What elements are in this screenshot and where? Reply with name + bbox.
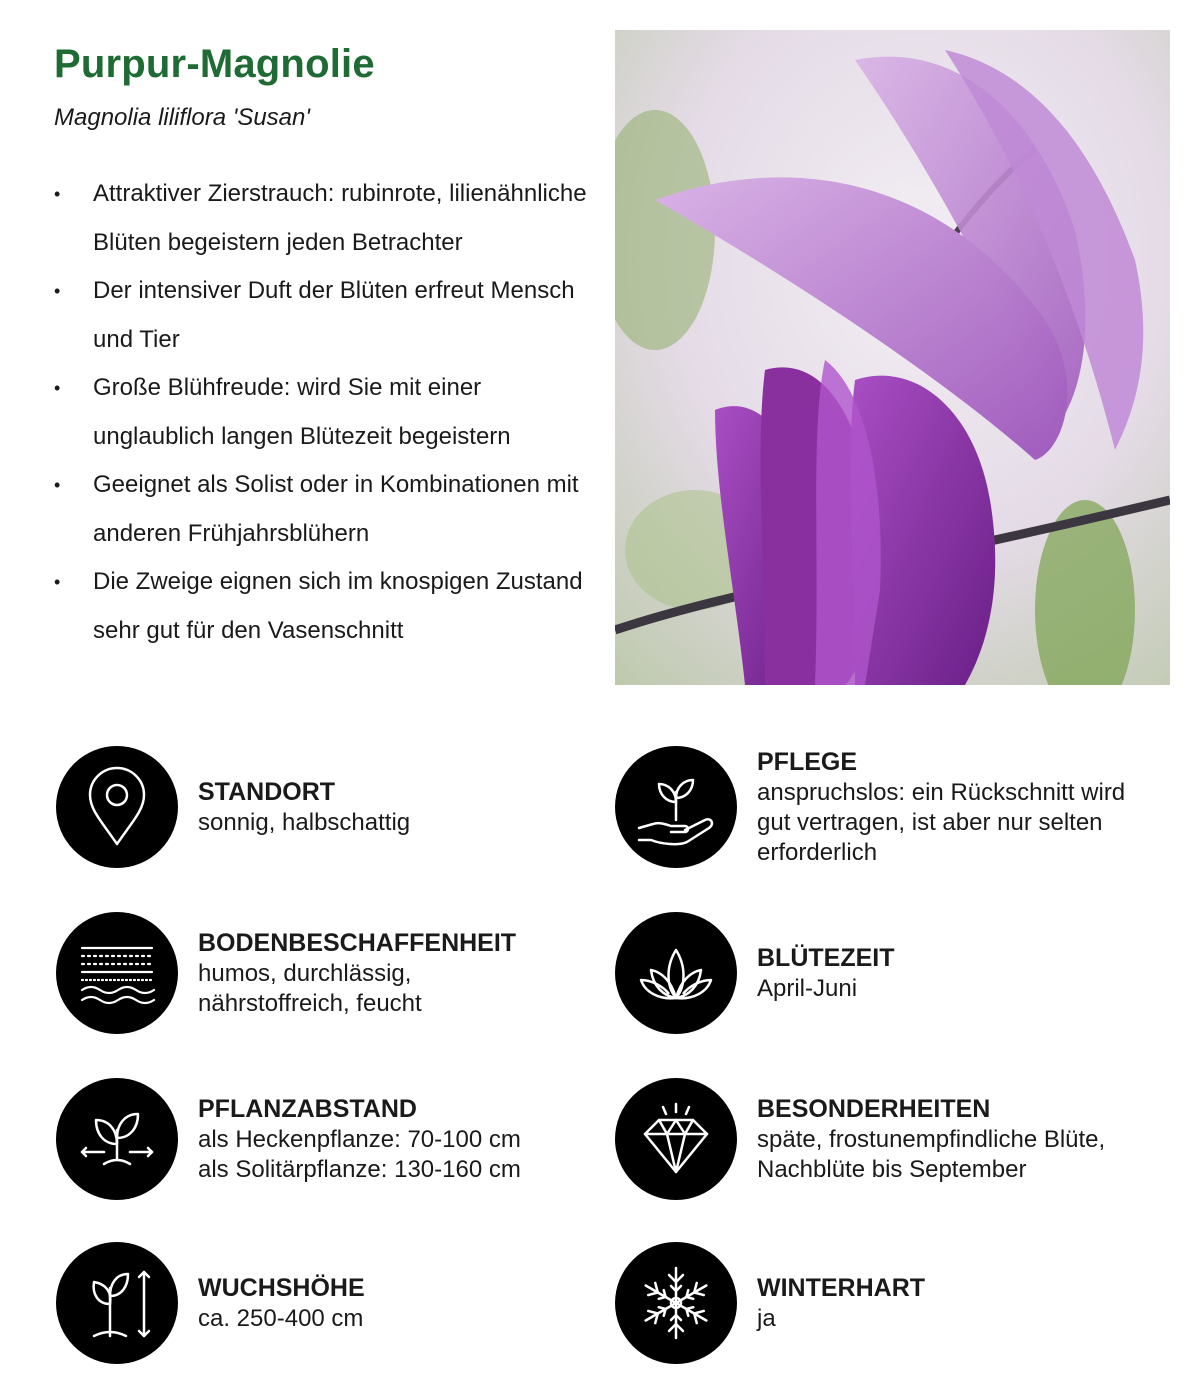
feature-title: BLÜTEZEIT: [757, 944, 895, 972]
bullet-text: Geeignet als Solist oder in Kombinationen mit anderen Frühjahrsblühern: [93, 471, 579, 547]
feature-value: humos, durchlässig, nährstoffreich, feucht: [198, 960, 422, 1017]
feature-title: WINTERHART: [757, 1274, 926, 1302]
bullet-dot: •: [54, 184, 61, 204]
feature-winterhart: [615, 1242, 925, 1364]
page-title: Purpur-Magnolie: [54, 42, 375, 86]
bullet-text: Die Zweige eignen sich im knospigen Zustand sehr gut für den Vasenschnitt: [93, 568, 583, 644]
feature-value: späte, frostunempfindliche Blüte, Nachblüte bis September: [757, 1126, 1106, 1183]
bullet-text: Attraktiver Zierstrauch: rubinrote, lilienähnliche Blüten begeistern jeden Betrachter: [93, 180, 587, 256]
feature-title: WUCHSHÖHE: [198, 1274, 365, 1302]
feature-value: ca. 250-400 cm: [198, 1305, 364, 1332]
hand-plant-icon: [615, 746, 737, 868]
plant-spacing-icon: [56, 1078, 178, 1200]
feature-title: BODENBESCHAFFENHEIT: [198, 929, 517, 957]
location-pin-icon: [56, 746, 178, 868]
bullet-text: Große Blühfreude: wird Sie mit einer unglaublich langen Blütezeit begeistern: [93, 374, 511, 450]
soil-layers-icon: [56, 912, 178, 1034]
magnolia-flower-image: [615, 30, 1170, 685]
feature-title: STANDORT: [198, 778, 336, 806]
diamond-icon: [615, 1078, 737, 1200]
bullet-item: [54, 267, 599, 364]
plant-height-icon: [56, 1242, 178, 1364]
feature-title: PFLEGE: [757, 748, 858, 776]
bullet-item: [54, 170, 599, 267]
feature-bullet-list: [54, 170, 599, 655]
bullet-dot: •: [54, 475, 61, 495]
feature-pflanzabstand: [56, 1078, 521, 1200]
feature-pflege: [615, 746, 1125, 868]
botanical-name: Magnolia liliflora 'Susan': [54, 104, 310, 131]
feature-value: sonnig, halbschattig: [198, 809, 411, 836]
feature-bluetezeit: [615, 912, 895, 1034]
bullet-dot: •: [54, 378, 61, 398]
feature-title: BESONDERHEITEN: [757, 1095, 991, 1123]
bullet-item: [54, 461, 599, 558]
bullet-dot: •: [54, 572, 61, 592]
bullet-dot: •: [54, 281, 61, 301]
feature-value: April-Juni: [757, 975, 858, 1002]
feature-bodenbeschaffenheit: [56, 912, 516, 1034]
feature-value: ja: [757, 1305, 776, 1332]
snowflake-icon: [615, 1242, 737, 1364]
lotus-flower-icon: [615, 912, 737, 1034]
feature-value: anspruchslos: ein Rückschnitt wird gut vertragen, ist aber nur selten erforderlich: [757, 779, 1126, 866]
feature-standort: [56, 746, 410, 868]
feature-besonderheiten: [615, 1078, 1105, 1200]
bullet-text: Der intensiver Duft der Blüten erfreut Mensch und Tier: [93, 277, 575, 353]
feature-wuchshoehe: [56, 1242, 365, 1364]
magnolia-flower-photo: [615, 30, 1170, 685]
feature-title: PFLANZABSTAND: [198, 1095, 417, 1123]
bullet-item: [54, 558, 599, 655]
bullet-item: [54, 364, 599, 461]
feature-value: als Heckenpflanze: 70-100 cm als Solitärpflanze: 130-160 cm: [198, 1126, 521, 1183]
